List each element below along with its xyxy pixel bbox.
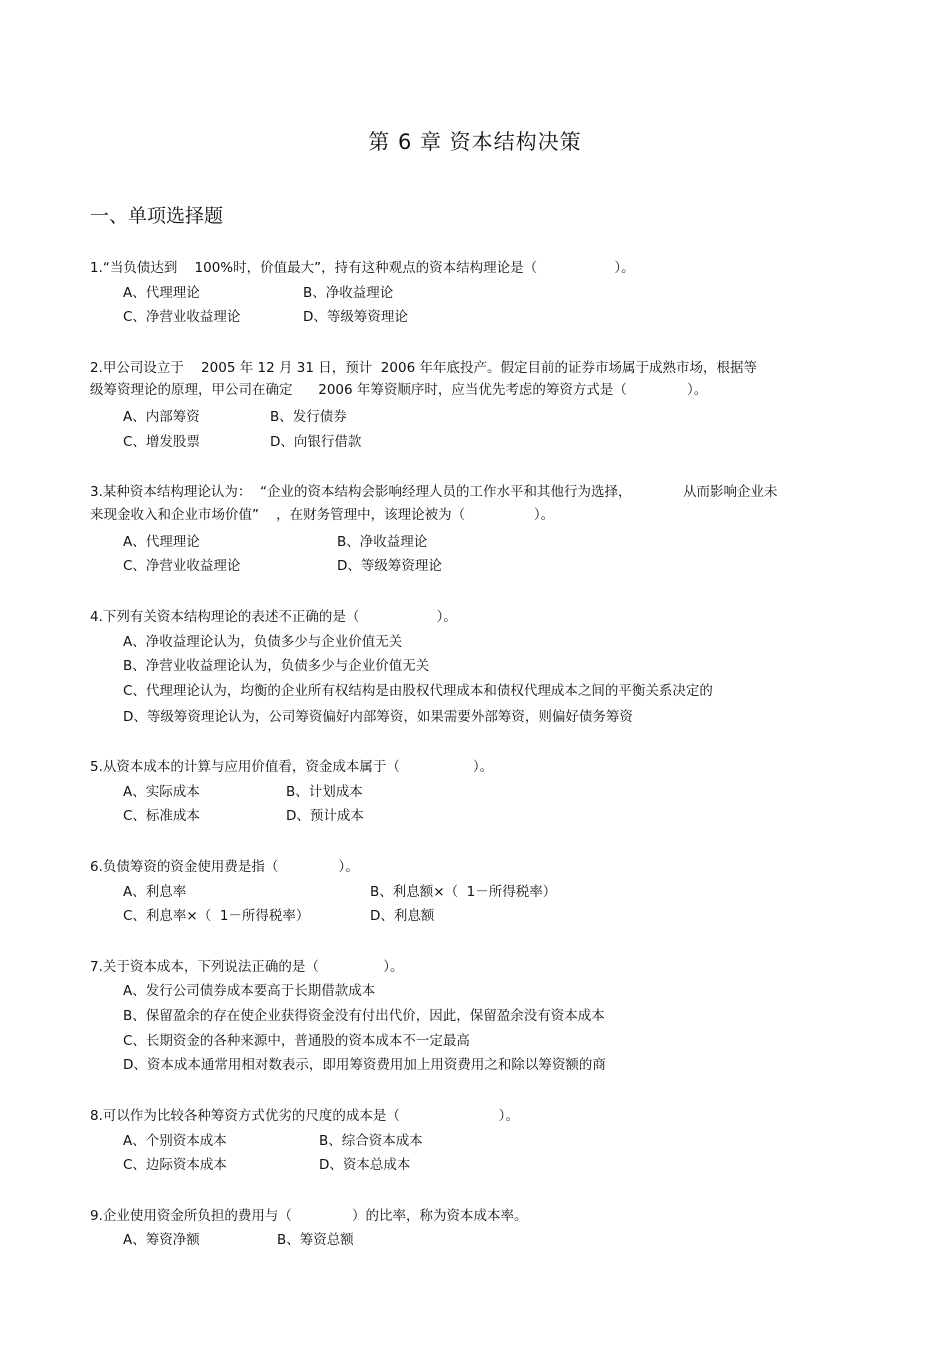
question-3-option-c: C、净营业收益理论 [123,558,241,574]
question-7-option-b: B、保留盈余的存在使企业获得资金没有付出代价，因此，保留盈余没有资本成本 [123,1008,605,1024]
question-4-option-d: D、等级筹资理论认为，公司筹资偏好内部筹资，如果需要外部筹资，则偏好债务筹资 [123,709,633,725]
question-4-stem: 4.下列有关资本结构理论的表述不正确的是（ ）。 [90,609,457,625]
question-5-option-a: A、实际成本 [123,784,200,800]
question-1-stem: 1.“当负债达到 100%时，价值最大”，持有这种观点的资本结构理论是（ ）。 [90,260,635,276]
question-1-option-b: B、净收益理论 [303,285,394,301]
question-4-option-b: B、净营业收益理论认为，负债多少与企业价值无关 [123,658,430,674]
question-6-option-c: C、利息率×（ 1－所得税率） [123,908,310,924]
question-2-option-c: C、增发股票 [123,434,200,450]
question-5-option-d: D、预计成本 [286,808,364,824]
question-2-stem-line-2: 级筹资理论的原理，甲公司在确定 2006 年筹资顺序时，应当优先考虑的筹资方式是（ ）。 [90,382,708,398]
question-7-option-d: D、资本成本通常用相对数表示，即用筹资费用加上用资费用之和除以筹资额的商 [123,1057,606,1073]
question-7-option-a: A、发行公司债券成本要高于长期借款成本 [123,983,376,999]
question-2-stem-line-1: 2.甲公司设立于 2005 年 12 月 31 日，预计 2006 年年底投产。假定目前的证券市场属于成熟市场，根据等 [90,360,757,376]
question-3-option-d: D、等级筹资理论 [337,558,442,574]
question-3-stem-line-1: 3.某种资本结构理论认为： “企业的资本结构会影响经理人员的工作水平和其他行为选择， 从而影响企业未 [90,484,778,500]
question-6-stem: 6.负债筹资的资金使用费是指（ ）。 [90,859,359,875]
question-1-option-a: A、代理理论 [123,285,200,301]
question-9-option-a: A、筹资净额 [123,1232,200,1248]
question-3-stem-line-2: 来现金收入和企业市场价值” ，在财务管理中，该理论被为（ ）。 [90,507,555,523]
question-9-option-b: B、筹资总额 [277,1232,354,1248]
question-9-stem: 9.企业使用资金所负担的费用与（ ）的比率，称为资本成本率。 [90,1208,528,1224]
question-6-option-b: B、利息额×（ 1－所得税率） [370,884,557,900]
question-8-option-d: D、资本总成本 [319,1157,411,1173]
question-7-stem: 7.关于资本成本，下列说法正确的是（ ）。 [90,959,404,975]
question-3-option-b: B、净收益理论 [337,534,428,550]
question-8-stem: 8.可以作为比较各种筹资方式优劣的尺度的成本是（ ）。 [90,1108,519,1124]
question-1-option-c: C、净营业收益理论 [123,309,241,325]
question-3-option-a: A、代理理论 [123,534,200,550]
question-5-stem: 5.从资本成本的计算与应用价值看，资金成本属于（ ）。 [90,759,494,775]
question-7-option-c: C、长期资金的各种来源中，普通股的资本成本不一定最高 [123,1033,470,1049]
question-8-option-b: B、综合资本成本 [319,1133,423,1149]
question-2-option-d: D、向银行借款 [270,434,362,450]
question-8-option-c: C、边际资本成本 [123,1157,227,1173]
question-2-option-a: A、内部筹资 [123,409,200,425]
question-6-option-a: A、利息率 [123,884,187,900]
question-4-option-a: A、净收益理论认为，负债多少与企业价值无关 [123,634,403,650]
question-8-option-a: A、个别资本成本 [123,1133,227,1149]
section-heading: 一、单项选择题 [90,205,224,227]
question-5-option-b: B、计划成本 [286,784,363,800]
page-title: 第 6 章 资本结构决策 [368,130,582,154]
question-4-option-c: C、代理理论认为，均衡的企业所有权结构是由股权代理成本和债权代理成本之间的平衡关系决定的 [123,683,713,699]
question-2-option-b: B、发行债券 [270,409,347,425]
question-5-option-c: C、标准成本 [123,808,200,824]
question-6-option-d: D、利息额 [370,908,435,924]
question-1-option-d: D、等级筹资理论 [303,309,408,325]
